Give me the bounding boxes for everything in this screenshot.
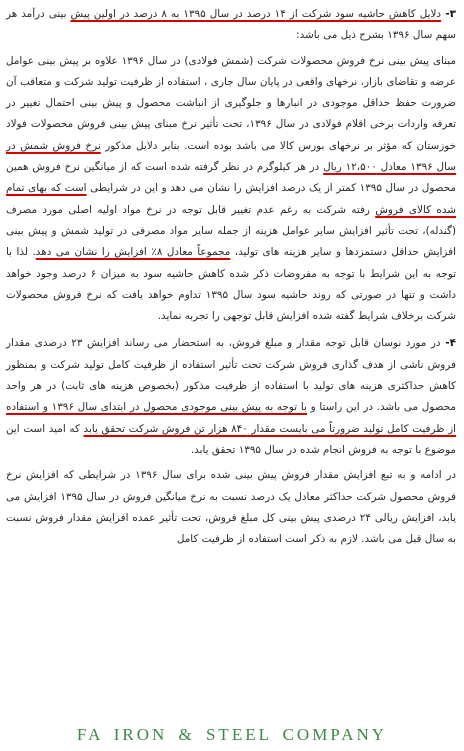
paragraph [6, 333, 456, 461]
company-watermark: FA IRON & STEEL COMPANY [76, 725, 388, 744]
text-run: رفته شرکت به رغم عدم تغییر قابل توجه در نرخ مواد اولیه اصلی مورد مصرف (گندله)، تحت تأثیر افزایش سایر عوامل هزینه از جمله سایر مواد مصرفی در تولید شمش و پیش بینی افزایش حداقل دستمزدها و سایر هزینه های تولید، [6, 203, 456, 259]
document-body [6, 4, 456, 554]
underlined-phrase: دلایل کاهش حاشیه سود شرکت از ۱۴ درصد در سال ۱۳۹۵ به ۸ درصد در اولین پیش [70, 8, 442, 20]
paragraph [6, 465, 456, 550]
underlined-phrase: نرخ فروش شمش در سال ۱۳۹۶ معادل ۱۲،۵۰۰ ریال [6, 139, 456, 174]
paragraph [6, 4, 456, 47]
underlined-phrase: مجموعاً معادل ۸٪ افزایش را نشان می دهد [35, 246, 231, 259]
item-number: ۳- [441, 8, 456, 20]
text-run: در مورد نوسان قابل توجه مقدار و مبلغ فروش، به استحضار می رساند افزایش ۲۳ درصدی مقدار فروش ناشی از هدف گذاری فروش شرکت تحت تأثیر استفاده از ظرفیت کامل تولید شرکت و بمنظور کاهش حداکثری هزینه های تولید با استفاده از ظرفیت مذکور (بخصوص هزینه های ثابت) در هر واحد محصول می باشد. در این راستا و [6, 337, 456, 414]
text-run: در هر کیلوگرم در نظر گرفته شده است که از میانگین نرخ فروش همین محصول در سال ۱۳۹۵ کمتر از یک درصد افزایش را نشان می دهد و این در شرایطی [6, 161, 456, 195]
text-run: مبنای پیش بینی نرخ فروش محصولات شرکت (شمش فولادی) در سال ۱۳۹۶ علاوه بر پیش بینی عوامل عرضه و تقاضای بازار، نرخهای واقعی در پایان سال جاری ، استفاده از ظرفیت تولید شرکت و متعاقب آن ضرورت حفظ حداقل موجودی در انبارها و جلوگیری از انباشت محصول و پیش بینی احتمال تغییر در تعرفه واردات برخی اقلام فولادی در سال ۱۳۹۶، تحت تأثیر نرخ مبنای پیش بینی فروش محصولات فولاد خوزستان که مؤثر بر نرخهای بورس کالا می باشد بوده است. بنابر دلایل مذکور [6, 54, 457, 152]
text-run: بینی درآمد هر سهم سال ۱۳۹۶ بشرح ذیل می باشد: [6, 8, 456, 42]
text-run: . لذا با توجه به این شرایط با توجه به مفروضات ذکر شده کاهش حاشیه سود به میزان ۶ درصد وجود خواهد داشت و تنها در صورتی که روند حاشیه سود سال ۱۳۹۵ تداوم خواهد یافت که نرخ فروش محصولات شرکت برخلاف شرایط گفته شده افزایش قابل توجهی را تجربه نماید. [6, 246, 456, 323]
text-run: در ادامه و به تبع افزایش مقدار فروش پیش بینی شده برای سال ۱۳۹۶ در شرایطی که افزایش نرخ فروش محصول شرکت حداکثر معادل یک درصد نسبت به نرخ میانگین فروش در سال ۱۳۹۵ افزایش می یابد، افزایش ریالی ۲۴ درصدی پیش بینی کل مبلغ فروش، تحت تأثیر عمده افزایش مقدار فروش نسبت به سال قبل می باشد. لازم به ذکر است استفاده از ظرفیت کامل [6, 469, 457, 546]
text-run: که امید است این موضوع با توجه به فروش انجام شده در سال ۱۳۹۵ تحقق یابد. [6, 422, 456, 456]
underlined-phrase: با توجه به پیش بینی موجودی محصول در ابتدای سال ۱۳۹۶ و استفاده از ظرفیت کامل تولید ضرورتاً می بایست مقدار ۸۴۰ هزار تن فروش شرکت تحقق یابد [6, 401, 456, 435]
underlined-phrase: است که بهای تمام شده کالای فروش [6, 182, 456, 216]
paragraph [6, 51, 456, 328]
item-number: ۴- [440, 337, 456, 350]
